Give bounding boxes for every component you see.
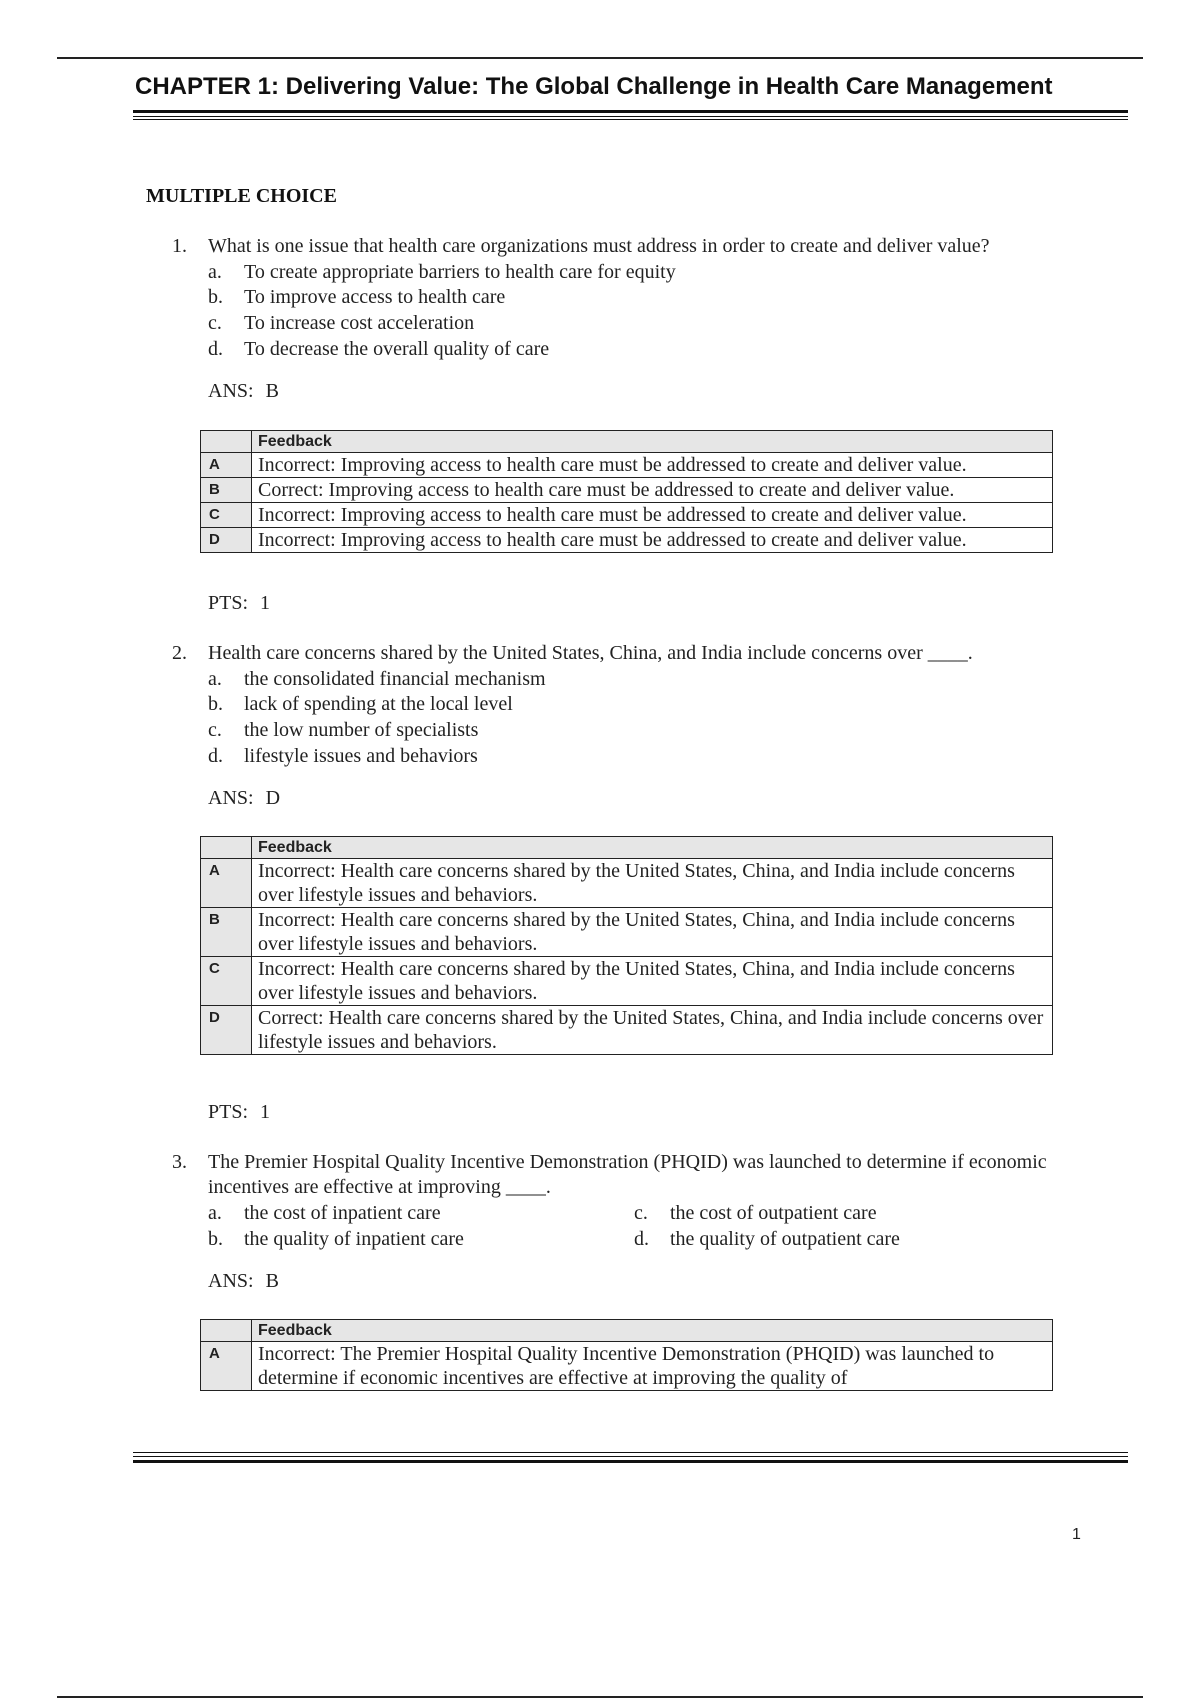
footer-double-rule (133, 1452, 1128, 1463)
points-line: PTS: 1 (208, 1101, 271, 1123)
option-d: d. To decrease the overall quality of care (208, 338, 550, 360)
feedback-table: Feedback A Incorrect: The Premier Hospital Quality Incentive Demonstration (PHQID) was launched to determine if economic incentives are effective at improving the quality of (200, 1319, 1053, 1391)
answer-line: ANS: D (208, 787, 281, 809)
feedback-text: Incorrect: Improving access to health care must be addressed to create and deliver value. (252, 503, 1053, 528)
answer-line: ANS: B (208, 380, 279, 402)
bottom-rule (57, 1696, 1143, 1698)
feedback-table: Feedback A Incorrect: Health care concerns shared by the United States, China, and India include concerns over lifestyle issues and behaviors. B Incorrect: Health care concerns shared by the United States, China, and India include concerns over lifestyle issues and behaviors. C Incorrect: Health care concerns shared by the United States, China, and India include concerns over lifestyle issues and behaviors. D Correct: Health care concerns shared by the United States, China, and India include concerns over lifestyle issues and behaviors. (200, 836, 1053, 1055)
section-title: MULTIPLE CHOICE (146, 185, 337, 207)
option-d: d. lifestyle issues and behaviors (208, 745, 478, 767)
question-text: Health care concerns shared by the United States, China, and India include concerns over ____. (208, 642, 973, 664)
question-number: 3. (172, 1151, 187, 1173)
header-double-rule (133, 110, 1128, 120)
option-b: b. lack of spending at the local level (208, 693, 513, 715)
feedback-header: Feedback (252, 431, 1053, 453)
points-line: PTS: 1 (208, 592, 271, 614)
feedback-header: Feedback (252, 1320, 1053, 1342)
feedback-table: Feedback A Incorrect: Improving access to health care must be addressed to create and deliver value. B Correct: Improving access to health care must be addressed to create and deliver value. C Incorrect: Improving access to health care must be addressed to create and deliver value. D Incorrect: Improving access to health care must be addressed to create and deliver value. (200, 430, 1053, 553)
option-a: a. To create appropriate barriers to health care for equity (208, 261, 676, 283)
feedback-header: Feedback (252, 837, 1053, 859)
question-number: 2. (172, 642, 187, 664)
page-number: 1 (1072, 1526, 1081, 1543)
option-c: c. the low number of specialists (208, 719, 479, 741)
feedback-text: Incorrect: Improving access to health care must be addressed to create and deliver value. (252, 528, 1053, 553)
top-rule (57, 57, 1143, 59)
chapter-title: CHAPTER 1: Delivering Value: The Global Challenge in Health Care Management (135, 73, 1053, 100)
feedback-text: Correct: Health care concerns shared by the United States, China, and India include concerns over lifestyle issues and behaviors. (252, 1006, 1053, 1055)
answer-line: ANS: B (208, 1270, 279, 1292)
option-a: a. the consolidated financial mechanism (208, 668, 546, 690)
feedback-text: Incorrect: Improving access to health care must be addressed to create and deliver value. (252, 453, 1053, 478)
question-text: The Premier Hospital Quality Incentive Demonstration (PHQID) was launched to determine if economic incentives are effective at improving ____. (208, 1151, 1047, 1198)
option-c: c. To increase cost acceleration (208, 312, 475, 334)
option-b: b. the quality of inpatient care (208, 1228, 464, 1250)
option-d: d. the quality of outpatient care (634, 1228, 900, 1250)
feedback-text: Incorrect: Health care concerns shared by the United States, China, and India include concerns over lifestyle issues and behaviors. (252, 957, 1053, 1006)
question-number: 1. (172, 235, 187, 257)
feedback-text: Incorrect: The Premier Hospital Quality Incentive Demonstration (PHQID) was launched to determine if economic incentives are effective at improving the quality of (252, 1342, 1053, 1391)
question-text: What is one issue that health care organizations must address in order to create and deliver value? (208, 235, 990, 257)
feedback-text: Incorrect: Health care concerns shared by the United States, China, and India include concerns over lifestyle issues and behaviors. (252, 859, 1053, 908)
option-a: a. the cost of inpatient care (208, 1202, 441, 1224)
feedback-text: Incorrect: Health care concerns shared by the United States, China, and India include concerns over lifestyle issues and behaviors. (252, 908, 1053, 957)
option-b: b. To improve access to health care (208, 286, 506, 308)
feedback-text: Correct: Improving access to health care must be addressed to create and deliver value. (252, 478, 1053, 503)
option-c: c. the cost of outpatient care (634, 1202, 877, 1224)
